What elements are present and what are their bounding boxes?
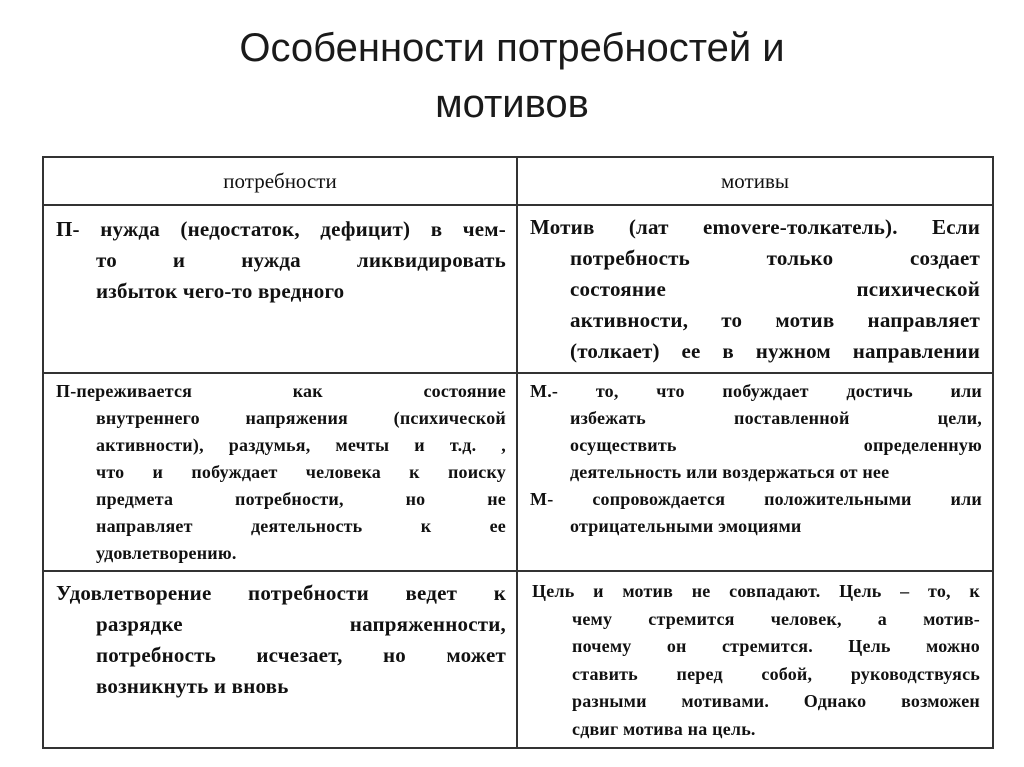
cell-line: деятельность или воздержаться от нее: [570, 462, 890, 482]
cell-line: предмета потребности, но не: [96, 489, 506, 509]
cell-line: чему стремится человек, а мотив-: [572, 608, 980, 629]
cell-line: разрядке напряженности,: [96, 612, 506, 636]
cell-line: разными мотивами. Однако возможен: [572, 691, 980, 711]
page-title: [0, 20, 1024, 132]
motives-cell: [517, 373, 993, 571]
cell-line: потребность исчезает, но может: [96, 643, 506, 667]
cell-line: потребность только создает: [570, 246, 980, 270]
cell-line: П- нужда (недостаток, дефицит) в чем-: [56, 217, 506, 241]
cell-line: что и побуждает человека к поиску: [96, 462, 506, 482]
cell-line: внутреннего напряжения (психической: [96, 408, 506, 428]
cell-line: ставить перед собой, руководствуясь: [572, 663, 980, 684]
cell-line: то и нужда ликвидировать: [96, 248, 506, 272]
cell-line: Мотив (лат emovere-толкатель). Если: [530, 215, 980, 239]
cell-line: М.- то, что побуждает достичь или: [530, 381, 982, 401]
table-row: [43, 205, 993, 373]
page-title-line-2: мотивов: [435, 82, 589, 126]
cell-line: направляет деятельность к ее: [96, 516, 506, 536]
cell-line: П-переживается как состояние: [56, 381, 506, 401]
table-row: [43, 571, 993, 748]
cell-line: осуществить определенную: [570, 435, 982, 455]
cell-line: состояние психической: [570, 277, 980, 301]
cell-line: избежать поставленной цели,: [570, 408, 982, 428]
cell-line: Цель и мотив не совпадают. Цель – то, к: [532, 581, 980, 601]
cell-line: возникнуть и вновь: [96, 674, 289, 698]
page-title-line-1: Особенности потребностей и: [239, 26, 785, 70]
cell-line: активности, то мотив направляет: [570, 308, 980, 332]
cell-line: (толкает) ее в нужном направлении: [570, 339, 980, 363]
cell-line: М- сопровождается положительными или: [530, 489, 982, 509]
needs-cell: [43, 373, 517, 571]
comparison-table: [42, 156, 994, 749]
cell-line: избыток чего-то вредного: [96, 279, 345, 303]
cell-line: активности), раздумья, мечты и т.д. ,: [96, 435, 506, 455]
needs-cell: [43, 571, 517, 748]
table-header-row: [43, 157, 993, 205]
cell-line: сдвиг мотива на цель.: [572, 718, 756, 739]
cell-line: отрицательными эмоциями: [570, 516, 802, 536]
cell-line: удовлетворению.: [96, 543, 237, 563]
motives-cell: [517, 205, 993, 373]
header-needs: потребности: [43, 157, 517, 205]
motives-cell: [517, 571, 993, 748]
needs-cell: [43, 205, 517, 373]
cell-line: почему он стремится. Цель можно: [572, 636, 980, 656]
table-row: [43, 373, 993, 571]
cell-line: Удовлетворение потребности ведет к: [56, 581, 506, 605]
header-motives: мотивы: [517, 157, 993, 205]
